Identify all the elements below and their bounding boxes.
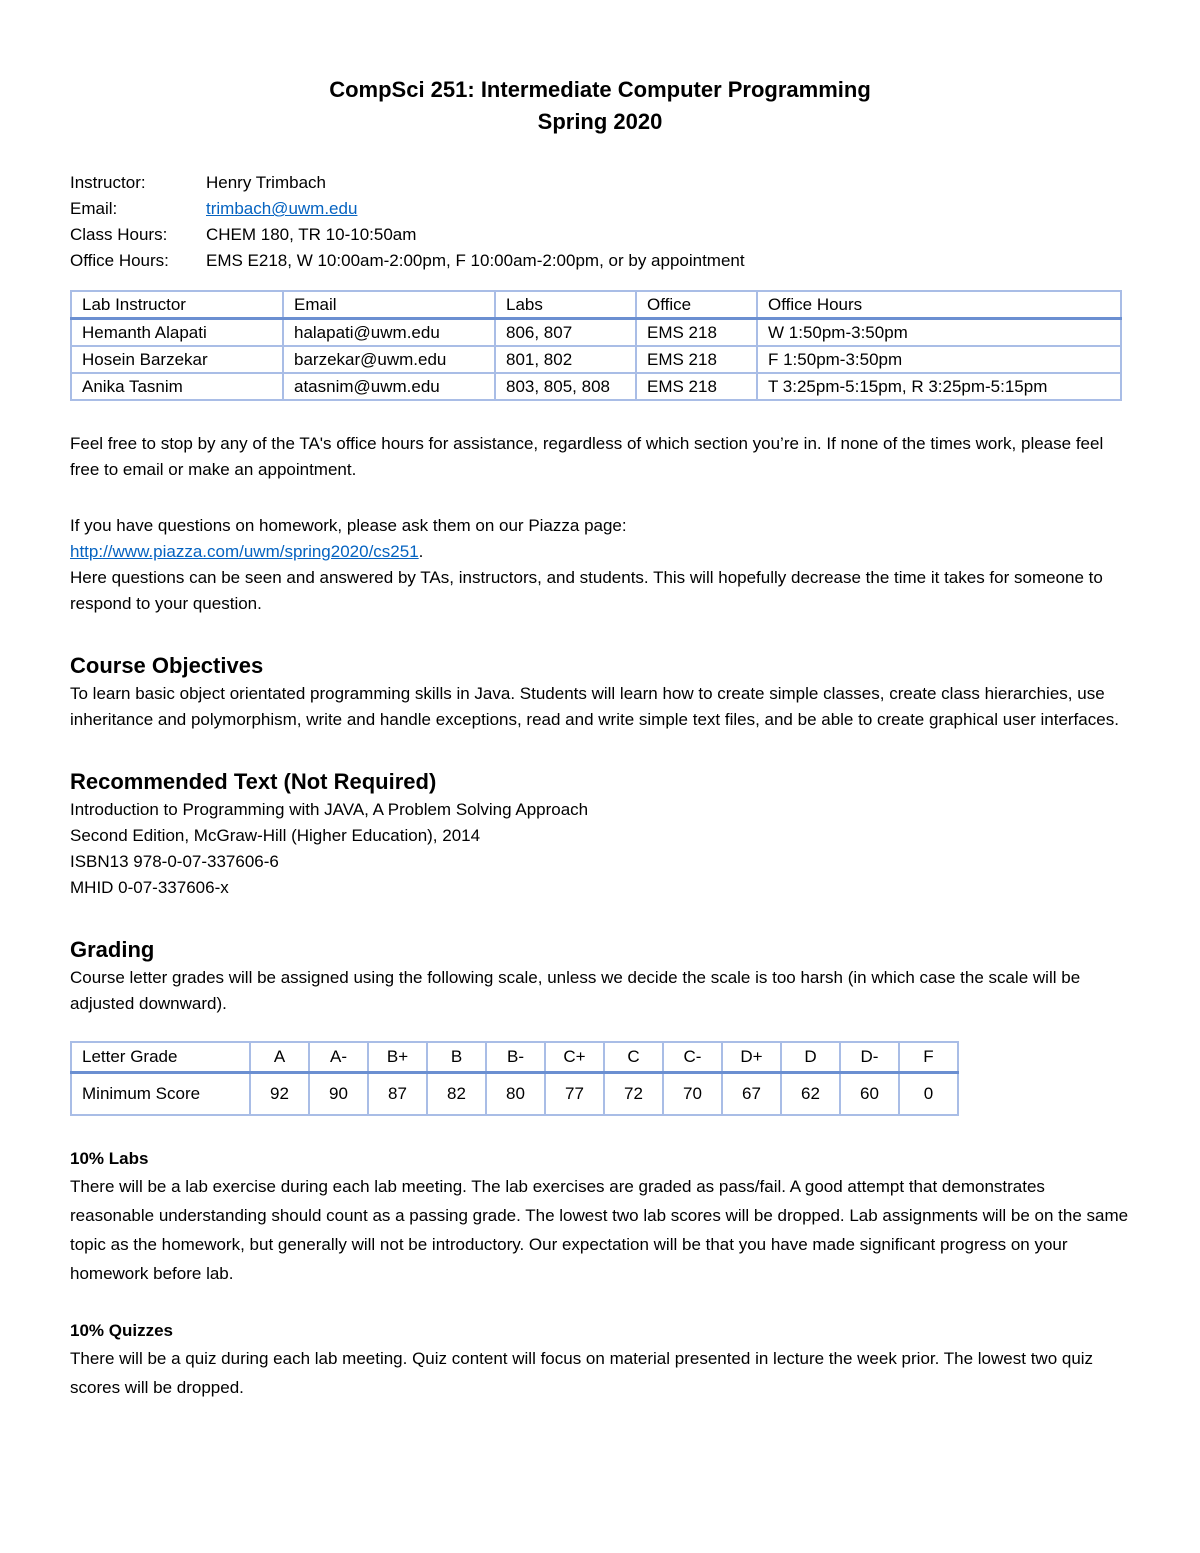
piazza-paragraph xyxy=(70,513,1130,617)
info-value: Henry Trimbach xyxy=(206,173,326,192)
score-cell: 92 xyxy=(250,1073,309,1116)
table-cell: 801, 802 xyxy=(495,346,636,373)
info-label: Instructor: xyxy=(70,173,146,192)
grade-cell: C+ xyxy=(545,1042,604,1073)
course-title: CompSci 251: Intermediate Computer Programming xyxy=(329,77,871,102)
grade-cell: F xyxy=(899,1042,958,1073)
info-label: Email: xyxy=(70,199,118,218)
instructor-info xyxy=(70,170,1130,274)
column-header: Lab Instructor xyxy=(71,291,283,319)
textbook-line: Second Edition, McGraw-Hill (Higher Education), 2014 xyxy=(70,826,481,845)
info-row-instructor xyxy=(70,170,1130,196)
grade-cell: C xyxy=(604,1042,663,1073)
recommended-text-section xyxy=(70,767,1130,901)
table-cell: T 3:25pm-5:15pm, R 3:25pm-5:15pm xyxy=(757,373,1121,400)
section-heading: Grading xyxy=(70,937,155,962)
score-cell: 0 xyxy=(899,1073,958,1116)
table-cell: Anika Tasnim xyxy=(71,373,283,400)
table-cell: W 1:50pm-3:50pm xyxy=(757,319,1121,347)
score-cell: 77 xyxy=(545,1073,604,1116)
quizzes-title: 10% Quizzes xyxy=(70,1321,173,1340)
table-cell: Hemanth Alapati xyxy=(71,319,283,347)
labs-body: There will be a lab exercise during each lab meeting. The lab exercises are graded as pass/fail. A good attempt that demonstrates reasonable understanding should count as a passing grade. The lowest two lab scores will be dropped. Lab assignments will be on the same topic as the homework, but generally will not be introductory. Our expectation will be that you have made significant progress on your homework before lab. xyxy=(70,1177,1129,1283)
info-value: EMS E218, W 10:00am-2:00pm, F 10:00am-2:00pm, or by appointment xyxy=(206,251,745,270)
section-heading: Recommended Text (Not Required) xyxy=(70,769,437,794)
score-cell: 80 xyxy=(486,1073,545,1116)
grade-scale-table xyxy=(70,1041,959,1116)
info-row-office-hours xyxy=(70,248,1130,274)
table-cell: EMS 218 xyxy=(636,319,757,347)
info-row-class-hours xyxy=(70,222,1130,248)
grade-cell: B xyxy=(427,1042,486,1073)
score-cell: 67 xyxy=(722,1073,781,1116)
labs-section xyxy=(70,1146,1130,1288)
document-header xyxy=(70,0,1130,138)
table-row xyxy=(71,346,1121,373)
ta-table xyxy=(70,290,1122,401)
table-cell: halapati@uwm.edu xyxy=(283,319,495,347)
piazza-link-line xyxy=(70,539,1130,565)
piazza-link[interactable]: http://www.piazza.com/uwm/spring2020/cs251 xyxy=(70,542,419,561)
row-label: Minimum Score xyxy=(71,1073,250,1116)
labs-title: 10% Labs xyxy=(70,1149,149,1168)
score-cell: 82 xyxy=(427,1073,486,1116)
table-cell: Hosein Barzekar xyxy=(71,346,283,373)
grading-section xyxy=(70,935,1130,1116)
info-label: Office Hours: xyxy=(70,251,169,270)
score-cell: 72 xyxy=(604,1073,663,1116)
grade-cell: A- xyxy=(309,1042,368,1073)
section-heading: Course Objectives xyxy=(70,653,264,678)
objectives-body: To learn basic object orientated programming skills in Java. Students will learn how to create simple classes, create class hierarchies, use inheritance and polymorphism, write and handle exceptions, read and write simple text files, and be able to create graphical user interfaces. xyxy=(70,684,1119,729)
score-cell: 70 xyxy=(663,1073,722,1116)
table-cell: 803, 805, 808 xyxy=(495,373,636,400)
grading-body: Course letter grades will be assigned using the following scale, unless we decide the scale is too harsh (in which case the scale will be adjusted downward). xyxy=(70,968,1081,1013)
minimum-score-row xyxy=(71,1073,958,1116)
column-header: Labs xyxy=(495,291,636,319)
course-term: Spring 2020 xyxy=(537,109,663,134)
grade-cell: D- xyxy=(840,1042,899,1073)
info-label: Class Hours: xyxy=(70,225,168,244)
office-hours-note: Feel free to stop by any of the TA's office hours for assistance, regardless of which section you’re in. If none of the times work, please feel free to email or make an appointment. xyxy=(70,434,1104,479)
table-cell: 806, 807 xyxy=(495,319,636,347)
quizzes-section xyxy=(70,1318,1130,1402)
grade-cell: D+ xyxy=(722,1042,781,1073)
grade-cell: A xyxy=(250,1042,309,1073)
piazza-description: Here questions can be seen and answered by TAs, instructors, and students. This will hopefully decrease the time it takes for someone to respond to your question. xyxy=(70,568,1103,613)
table-cell: barzekar@uwm.edu xyxy=(283,346,495,373)
instructor-email-link[interactable]: trimbach@uwm.edu xyxy=(206,199,358,218)
column-header: Email xyxy=(283,291,495,319)
table-cell: atasnim@uwm.edu xyxy=(283,373,495,400)
textbook-line: MHID 0-07-337606-x xyxy=(70,878,229,897)
info-row-email xyxy=(70,196,1130,222)
piazza-link-period: . xyxy=(418,542,424,561)
score-cell: 90 xyxy=(309,1073,368,1116)
table-cell: EMS 218 xyxy=(636,373,757,400)
textbook-line: Introduction to Programming with JAVA, A Problem Solving Approach xyxy=(70,800,589,819)
textbook-details xyxy=(70,797,1130,901)
column-header: Office xyxy=(636,291,757,319)
score-cell: 87 xyxy=(368,1073,427,1116)
score-cell: 62 xyxy=(781,1073,840,1116)
table-row xyxy=(71,319,1121,347)
textbook-line: ISBN13 978-0-07-337606-6 xyxy=(70,852,279,871)
column-header: Office Hours xyxy=(757,291,1121,319)
table-cell: F 1:50pm-3:50pm xyxy=(757,346,1121,373)
table-cell: EMS 218 xyxy=(636,346,757,373)
piazza-intro: If you have questions on homework, please ask them on our Piazza page: xyxy=(70,516,627,535)
table-row xyxy=(71,373,1121,400)
info-value: CHEM 180, TR 10-10:50am xyxy=(206,225,417,244)
grade-cell: D xyxy=(781,1042,840,1073)
course-objectives-section xyxy=(70,651,1130,733)
quizzes-body: There will be a quiz during each lab meeting. Quiz content will focus on material presented in lecture the week prior. The lowest two quiz scores will be dropped. xyxy=(70,1349,1094,1397)
grade-cell: B+ xyxy=(368,1042,427,1073)
grade-cell: B- xyxy=(486,1042,545,1073)
ta-table-header xyxy=(71,291,1121,319)
score-cell: 60 xyxy=(840,1073,899,1116)
grade-cell: C- xyxy=(663,1042,722,1073)
row-label: Letter Grade xyxy=(71,1042,250,1073)
letter-grade-row xyxy=(71,1042,958,1073)
